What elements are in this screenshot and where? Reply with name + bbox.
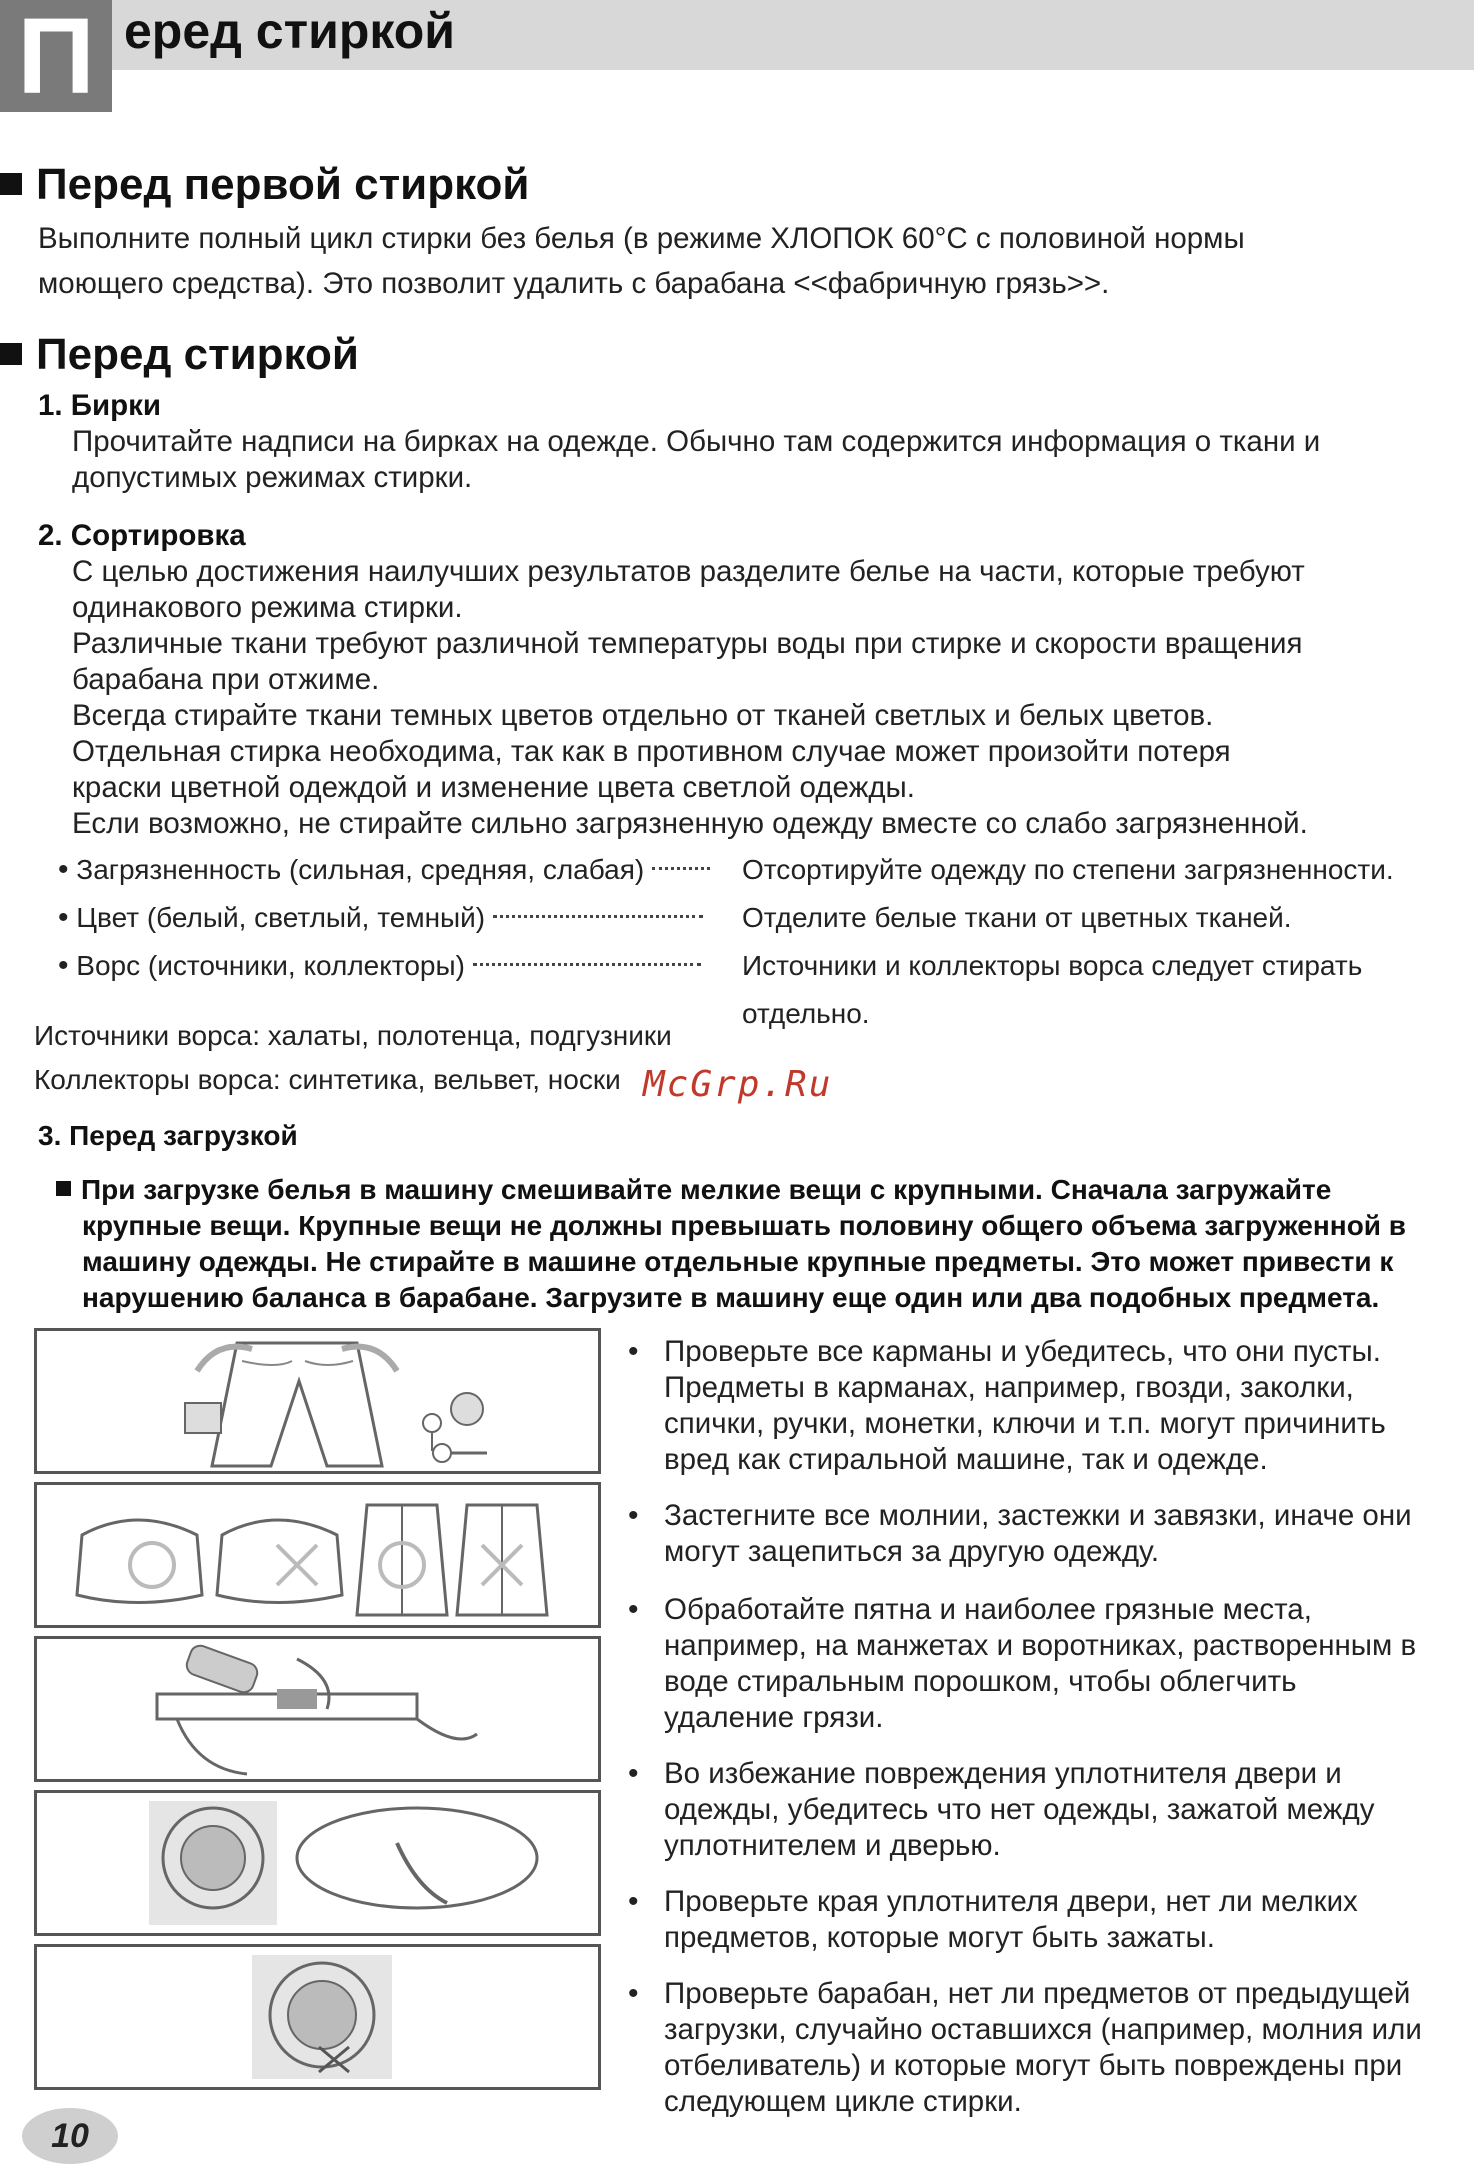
text-line: Всегда стирайте ткани темных цветов отдельно от тканей светлых и белых цветов.	[72, 699, 1214, 732]
bullet-item	[628, 1976, 1468, 2120]
text-line: барабана при отжиме.	[72, 663, 380, 696]
section-first-wash-text	[38, 216, 1458, 306]
loading-bullet-drum	[628, 1976, 1468, 2120]
bullet-dot-icon: •	[628, 1593, 639, 1626]
sort-row-label: Ворс (источники, коллекторы)	[76, 950, 465, 981]
header-initial-letter: П	[17, 0, 95, 116]
tags-heading: 1. Бирки	[38, 389, 162, 422]
text-line: Отдельная стирка необходима, так как в противном случае может произойти потеря	[72, 735, 1231, 768]
sort-row-label: Загрязненность (сильная, средняя, слабая)	[76, 854, 645, 885]
section-before-wash-title-text: Перед стиркой	[36, 330, 359, 379]
tags-text	[72, 424, 1472, 496]
bullet-item	[628, 1756, 1468, 1864]
text-line: Прочитайте надписи на бирках на одежде. Обычно там содержится информация о ткани и	[72, 425, 1321, 458]
text-line: Во избежание повреждения уплотнителя двери и	[664, 1757, 1342, 1790]
fastened-clothes-illustration-icon	[37, 1485, 598, 1625]
door-seal-illustration-icon	[37, 1793, 598, 1933]
bullet-dot-icon: •	[628, 1499, 639, 1532]
text-line: С целью достижения наилучших результатов разделите белье на части, которые требуют	[72, 555, 1305, 588]
text-line: крупные вещи. Крупные вещи не должны превышать половину общего объема загруженной в	[82, 1210, 1407, 1241]
bullet-dot-icon: •	[58, 949, 69, 982]
dotted-leader	[473, 963, 701, 966]
figure-drum	[34, 1944, 601, 2090]
text-line: удаление грязи.	[664, 1701, 884, 1734]
bullet-item	[628, 1334, 1468, 1478]
section-first-wash-title	[0, 160, 529, 210]
bullet-dot-icon: •	[58, 901, 69, 934]
sort-row-label: Цвет (белый, светлый, темный)	[76, 902, 486, 933]
section-before-wash-title	[0, 330, 359, 380]
text-line: моющего средства). Это позволит удалить с барабана <<фабричную грязь>>.	[38, 267, 1110, 300]
page-number: 10	[51, 2117, 89, 2155]
text-line: Обработайте пятна и наиболее грязные места,	[664, 1593, 1312, 1626]
text-line: например, на манжетах и воротниках, растворенным в	[664, 1629, 1417, 1662]
sorting-text	[72, 554, 1472, 842]
bullet-dot-icon: •	[628, 1757, 639, 1790]
loading-bullet-pockets	[628, 1334, 1468, 1478]
text-line: Проверьте все карманы и убедитесь, что они пусты.	[664, 1335, 1381, 1368]
text-line: отбеливатель) и которые могут быть повреждены при	[664, 2049, 1403, 2082]
sort-row-color	[58, 894, 703, 942]
text-line: допустимых режимах стирки.	[72, 461, 473, 494]
text-line: воде стиральным порошком, чтобы облегчить	[664, 1665, 1297, 1698]
lint-notes	[34, 1014, 672, 1102]
text-line: одинакового режима стирки.	[72, 591, 463, 624]
loading-bullet-door	[628, 1756, 1468, 1864]
dotted-leader	[493, 915, 703, 918]
sort-row-dirt-action: Отсортируйте одежду по степени загрязненности.	[742, 854, 1394, 885]
text-line: одежды, убедитесь что нет одежды, зажатой между	[664, 1793, 1375, 1826]
text-line: предметов, которые могут быть зажаты.	[664, 1921, 1215, 1954]
stain-pretreat-illustration-icon	[37, 1639, 598, 1779]
watermark: McGrp.Ru	[643, 1064, 833, 1105]
sort-row-lint	[58, 942, 701, 990]
figure-zippers	[34, 1482, 601, 1628]
text-line: Выполните полный цикл стирки без белья (в режиме ХЛОПОК 60°С с половиной нормы	[38, 222, 1245, 255]
figure-door-seal	[34, 1790, 601, 1936]
text-line: могут зацепиться за другую одежду.	[664, 1535, 1160, 1568]
text-line: машину одежды. Не стирайте в машине отдельные крупные предметы. Это может привести к	[82, 1246, 1394, 1277]
loading-bullet-seal	[628, 1884, 1468, 1956]
text-line-content: При загрузке белья в машину смешивайте мелкие вещи с крупными. Сначала загружайте	[81, 1174, 1332, 1205]
square-bullet-icon	[56, 1181, 71, 1196]
bullet-dot-icon: •	[628, 1977, 639, 2010]
text-line	[56, 1172, 1466, 1208]
text-line: следующем цикле стирки.	[664, 2085, 1022, 2118]
text-line: нарушению баланса в барабане. Загрузите в машину еще один или два подобных предмета.	[82, 1282, 1380, 1313]
figure-stains	[34, 1636, 601, 1782]
page-title: еред стиркой	[124, 3, 456, 59]
text-line: краски цветной одеждой и изменение цвета светлой одежды.	[72, 771, 915, 804]
text-line: Различные ткани требуют различной температуры воды при стирке и скорости вращения	[72, 627, 1303, 660]
bullet-dot-icon: •	[628, 1885, 639, 1918]
bullet-item	[628, 1498, 1468, 1570]
section-first-wash-title-text: Перед первой стиркой	[36, 160, 530, 209]
text-line: Застегните все молнии, застежки и завязки, иначе они	[664, 1499, 1412, 1532]
text-line: уплотнителем и дверью.	[664, 1829, 1001, 1862]
bullet-item	[628, 1884, 1468, 1956]
note-line: Источники ворса: халаты, полотенца, подгузники	[34, 1020, 672, 1051]
text-line: Проверьте края уплотнителя двери, нет ли мелких	[664, 1885, 1358, 1918]
text-line: Проверьте барабан, нет ли предметов от предыдущей	[664, 1977, 1411, 2010]
sorting-heading: 2. Сортировка	[38, 519, 246, 552]
sort-row-color-action: Отделите белые ткани от цветных тканей.	[742, 902, 1292, 933]
text-line: Предметы в карманах, например, гвозди, заколки,	[664, 1371, 1354, 1404]
square-bullet-icon	[0, 173, 22, 195]
drum-check-illustration-icon	[37, 1947, 598, 2087]
text-line: вред как стиральной машине, так и одежде.	[664, 1443, 1268, 1476]
loading-warning	[56, 1172, 1466, 1316]
loading-bullet-stains	[628, 1592, 1468, 1736]
square-bullet-icon	[0, 343, 22, 365]
bullet-item	[628, 1592, 1468, 1736]
sort-row-lint-action-cont: отдельно.	[742, 998, 870, 1029]
dotted-leader	[652, 867, 710, 870]
note-line: Коллекторы ворса: синтетика, вельвет, носки	[34, 1064, 621, 1095]
loading-bullet-zippers	[628, 1498, 1468, 1570]
loading-heading: 3. Перед загрузкой	[38, 1120, 298, 1151]
figure-pockets	[34, 1328, 601, 1474]
sort-row-dirt	[58, 846, 710, 894]
text-line: спички, ручки, монетки, ключи и т.п. могут причинить	[664, 1407, 1386, 1440]
sort-row-lint-action: Источники и коллекторы ворса следует стирать	[742, 950, 1363, 981]
bullet-dot-icon: •	[58, 853, 69, 886]
text-line: загрузки, случайно оставшихся (например, молния или	[664, 2013, 1422, 2046]
trousers-pockets-illustration-icon	[37, 1331, 598, 1471]
text-line: Если возможно, не стирайте сильно загрязненную одежду вместе со слабо загрязненной.	[72, 807, 1308, 840]
bullet-dot-icon: •	[628, 1335, 639, 1368]
